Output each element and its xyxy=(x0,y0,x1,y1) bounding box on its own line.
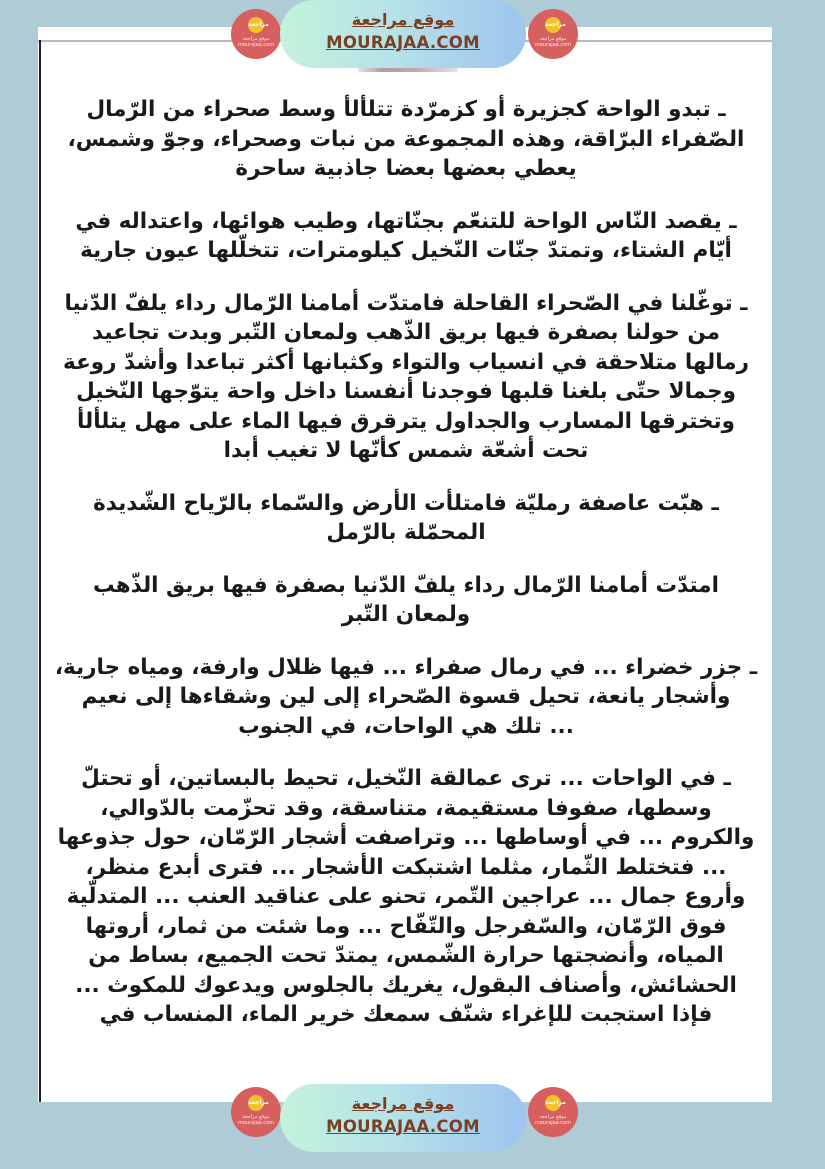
text-line: المياه، وأنضجتها حرارة الشّمس، يمتدّ تحت الجميع، بساط من xyxy=(88,943,724,968)
watermark-banner-top[interactable] xyxy=(280,0,526,68)
badge-caption: موقع مراجعة mourajaa.com xyxy=(534,36,571,48)
text-line: وأشجار يانعة، تحيل قسوة الصّحراء إلى لين وشقاءها إلى نعيم xyxy=(81,684,731,709)
badge-top-left xyxy=(231,9,281,59)
badge-caption: موقع مراجعة mourajaa.com xyxy=(534,1114,571,1126)
badge-top-right xyxy=(528,9,578,59)
text-line: والكروم ... في أوساطها ... وتراصفت أشجار الرّمّان، حول جذوعها xyxy=(57,825,755,850)
badge-caption: موقع مراجعة mourajaa.com xyxy=(237,36,274,48)
watermark-arabic[interactable]: موقع مراجعة xyxy=(351,10,455,29)
paragraph xyxy=(40,653,772,742)
text-line: يعطي بعضها بعضا جاذبية ساحرة xyxy=(235,156,577,181)
text-line: وجمالا حتّى بلغنا قلبها فوجدنا أنفسنا داخل واحة يتوّجها النّخيل xyxy=(76,379,736,404)
text-line: الصّفراء البرّاقة، وهذه المجموعة من نبات وصحراء، وجوّ وشمس، xyxy=(67,126,745,152)
paragraph xyxy=(40,207,772,266)
paragraph xyxy=(40,489,772,548)
badge-caption: موقع مراجعة mourajaa.com xyxy=(237,1114,274,1126)
watermark-latin[interactable]: MOURAJAA.COM xyxy=(326,33,480,52)
text-line: ولمعان التّبر xyxy=(341,602,471,627)
text-line: ـ يقصد النّاس الواحة للتنعّم بجنّاتها، وطيب هوائها، واعتداله في xyxy=(75,208,737,234)
paragraph xyxy=(40,289,772,466)
text-line: وتخترقها المسارب والجداول يترقرق فيها الماء على مهل يتلألأ xyxy=(77,408,735,434)
text-line: ـ تبدو الواحة كجزيرة أو كزمرّدة تتلألأ وسط صحراء من الرّمال xyxy=(86,97,726,122)
text-line: المحمّلة بالرّمل xyxy=(326,520,486,545)
book-logo-icon: ﻣﺮﺍﺟﻌﺔ xyxy=(248,17,264,33)
watermark-latin[interactable]: MOURAJAA.COM xyxy=(326,1117,480,1136)
text-line: أيّام الشتاء، وتمتدّ جنّات النّخيل كيلومترات، تتخلّلها عيون جارية xyxy=(80,238,732,263)
watermark-banner-bottom[interactable] xyxy=(280,1084,526,1152)
text-line: ـ جزر خضراء ... في رمال صفراء ... فيها ظلال وارفة، ومياه جارية، xyxy=(54,654,758,680)
text-line: ـ في الواحات ... ترى عمالقة النّخيل، تحيط بالبساتين، أو تحتلّ xyxy=(81,766,731,791)
paragraph xyxy=(40,95,772,184)
badge-bottom-right xyxy=(528,1087,578,1137)
text-line: الحشائش، وأصناف البقول، يغريك بالجلوس ويدعوك للمكوث ... xyxy=(75,972,737,998)
watermark-arabic[interactable]: موقع مراجعة xyxy=(351,1094,455,1113)
paragraph xyxy=(40,764,772,1030)
badge-bottom-left xyxy=(231,1087,281,1137)
book-logo-icon: ﻣﺮﺍﺟﻌﺔ xyxy=(248,1095,264,1111)
book-logo-icon: ﻣﺮﺍﺟﻌﺔ xyxy=(545,1095,561,1111)
paragraph xyxy=(40,571,772,630)
text-line: ... فتختلط الثّمار، مثلما اشتبكت الأشجار ... فترى أبدع منظر، xyxy=(85,854,727,880)
text-line: رمالها متلاحقة في انسياب والتواء وكثبانها أكثر تباعدا وأشدّ روعة xyxy=(63,349,749,375)
text-line: تحت أشعّة شمس كأنّها لا تغيب أبدا xyxy=(223,438,589,463)
document-page xyxy=(38,27,772,1102)
text-line: وأروع جمال ... عراجين التّمر، تحنو على عناقيد العنب ... المتدلّية xyxy=(66,884,746,909)
text-line: ... تلك هي الواحات، في الجنوب xyxy=(238,713,574,739)
text-line: وسطها، صفوفا مستقيمة، متناسقة، وقد تحزّمت بالدّوالي، xyxy=(100,795,712,821)
text-line: فوق الرّمّان، والسّفرجل والتّفّاح ... وما شئت من ثمار، أروتها xyxy=(85,913,727,939)
book-logo-icon: ﻣﺮﺍﺟﻌﺔ xyxy=(545,17,561,33)
text-line: ـ هبّت عاصفة رمليّة فامتلأت الأرض والسّماء بالرّياح الشّديدة xyxy=(93,490,719,516)
text-line: امتدّت أمامنا الرّمال رداء يلفّ الدّنيا بصفرة فيها بريق الذّهب xyxy=(93,572,719,598)
text-line: فإذا استجبت للإغراء شنّف سمعك خرير الماء، المنساب في xyxy=(99,1002,713,1027)
text-line: من حولنا بصفرة فيها بريق الذّهب ولمعان التّبر وبدت تجاعيد xyxy=(91,320,721,345)
document-body xyxy=(40,95,772,1053)
text-line: ـ توغّلنا في الصّحراء القاحلة فامتدّت أمامنا الرّمال رداء يلفّ الدّنيا xyxy=(64,290,748,316)
